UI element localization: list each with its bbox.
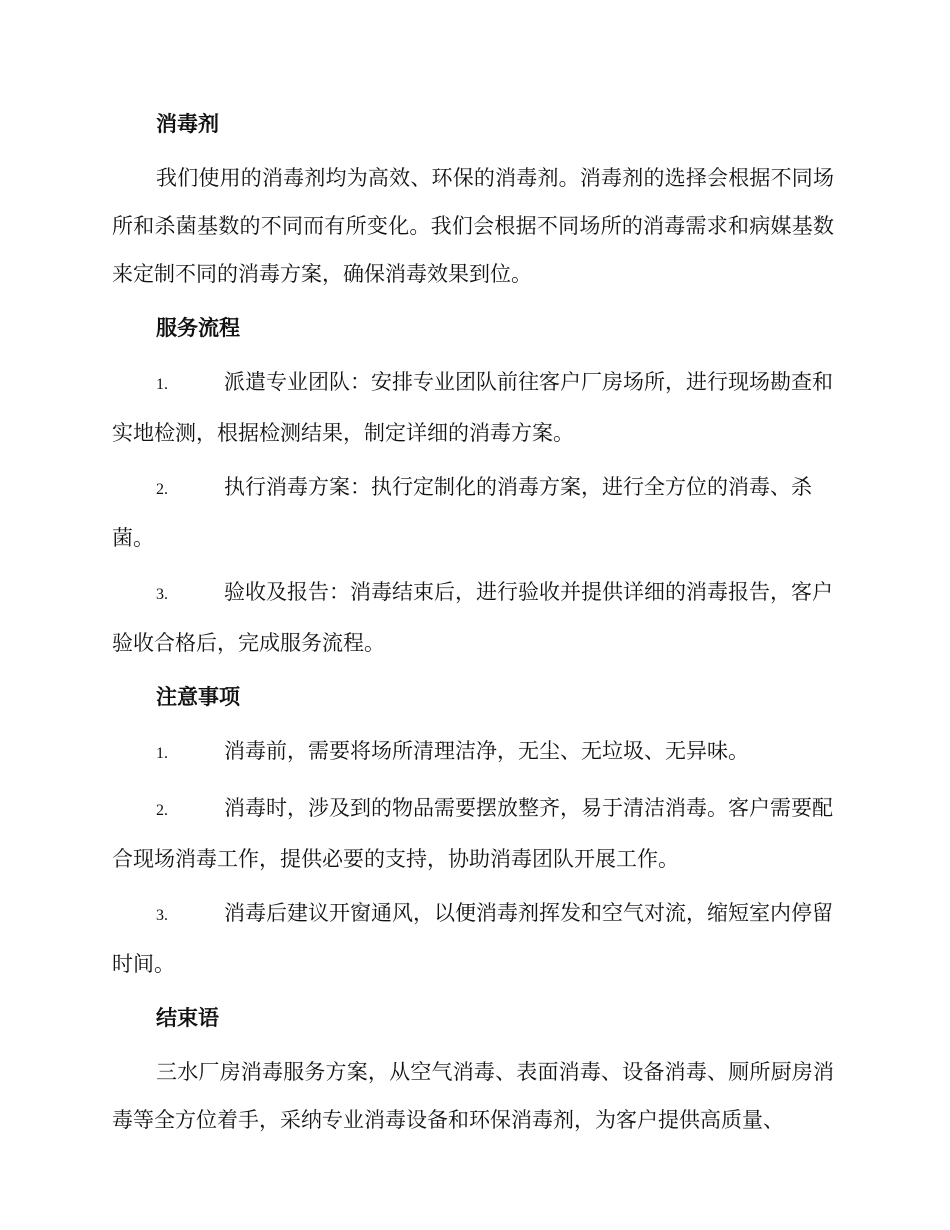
list-item — [112, 568, 834, 667]
conclusion-paragraph: 三水厂房消毒服务方案，从空气消毒、表面消毒、设备消毒、厕所厨房消毒等全方位着手，采纳专业消毒设备和环保消毒剂，为客户提供高质量、 — [112, 1060, 834, 1132]
list-item — [112, 463, 834, 562]
list-text: 消毒前，需要将场所清理洁净，无尘、无垃圾、无异味。 — [224, 739, 749, 763]
document-page — [112, 100, 834, 1150]
disinfectant-paragraph: 我们使用的消毒剂均为高效、环保的消毒剂。消毒剂的选择会根据不同场所和杀菌基数的不同而有所变化。我们会根据不同场所的消毒需求和病媒基数来定制不同的消毒方案，确保消毒效果到位。 — [112, 166, 834, 286]
list-number: 1. — [156, 745, 168, 762]
list-text: 消毒时，涉及到的物品需要摆放整齐，易于清洁消毒。客户需要配合现场消毒工作，提供必要的支持，协助消毒团队开展工作。 — [112, 796, 833, 871]
list-number: 3. — [156, 586, 168, 603]
list-item — [112, 889, 834, 988]
list-item — [112, 784, 834, 883]
list-text: 验收及报告：消毒结束后，进行验收并提供详细的消毒报告，客户验收合格后，完成服务流程。 — [112, 580, 833, 655]
list-number: 2. — [156, 481, 168, 498]
list-text: 派遣专业团队：安排专业团队前往客户厂房场所，进行现场勘查和实地检测，根据检测结果，制定详细的消毒方案。 — [112, 370, 833, 445]
list-item — [112, 358, 834, 457]
list-text: 执行消毒方案：执行定制化的消毒方案，进行全方位的消毒、杀菌。 — [112, 475, 812, 550]
list-number: 1. — [156, 376, 168, 393]
list-item — [112, 727, 834, 778]
section-heading-service-process: 服务流程 — [156, 316, 240, 340]
section-heading-precautions: 注意事项 — [156, 685, 240, 709]
list-number: 3. — [156, 907, 168, 924]
section-heading-conclusion: 结束语 — [156, 1006, 219, 1030]
section-heading-disinfectant: 消毒剂 — [156, 112, 219, 136]
list-text: 消毒后建议开窗通风，以便消毒剂挥发和空气对流，缩短室内停留时间。 — [112, 901, 833, 976]
list-number: 2. — [156, 802, 168, 819]
